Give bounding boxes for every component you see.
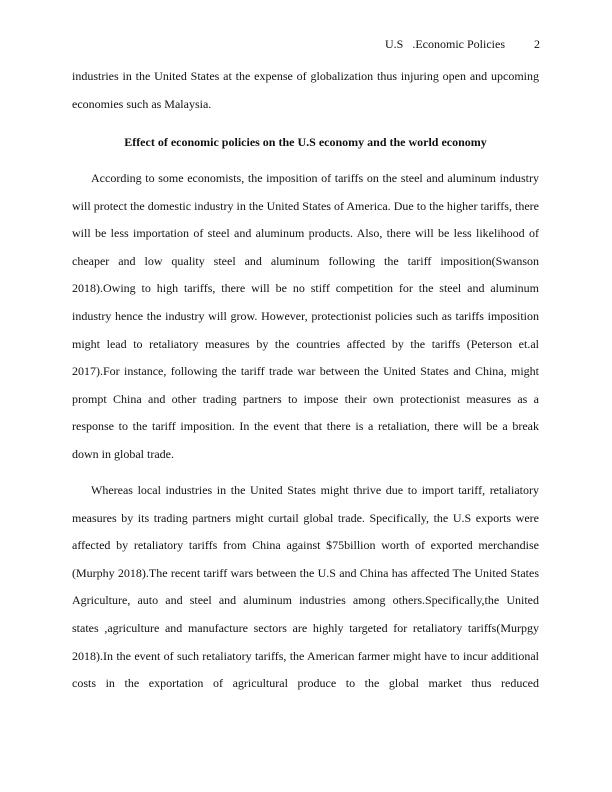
text-line: Whereas local industries in the United States might thrive due to import tariff, retaliatory [91, 483, 539, 497]
text-line: cheaper and low quality steel and aluminum following the tariff imposition(Swanson [72, 253, 539, 268]
text-line: might lead to retaliatory measures by the countries affected by the tariffs (Peterson et.al [72, 336, 539, 351]
text-line: 2018).In the event of such retaliatory tariffs, the American farmer might have to incur additional [72, 648, 539, 663]
text-line: industry hence the industry will grow. However, protectionist policies such as tariffs imposition [72, 309, 539, 323]
text-line: economies such as Malaysia. [72, 96, 212, 111]
text-line: affected by retaliatory tariffs from China against $75billion worth of exported merchandise [72, 538, 539, 553]
text-line: will protect the domestic industry in the United States of America. Due to the higher tariffs, there [72, 198, 539, 213]
section-heading: Effect of economic policies on the U.S economy and the world economy [124, 135, 487, 149]
text-line: Agriculture, auto and steel and aluminum industries among others.Specifically,the United [72, 593, 539, 608]
text-line: 2018).Owing to high tariffs, there will be no stiff competition for the steel and aluminum [72, 281, 539, 296]
text-line: industries in the United States at the expense of globalization thus injuring open and upcoming [72, 69, 539, 83]
running-head: U.S .Economic Policies [385, 37, 505, 51]
text-line: 2017).For instance, following the tariff trade war between the United States and China, might [72, 364, 539, 379]
text-line: down in global trade. [72, 447, 174, 461]
text-line: will be less importation of steel and aluminum products. Also, there will be less likelihood of [72, 226, 539, 241]
text-line: (Murphy 2018).The recent tariff wars between the U.S and China has affected The United States [72, 565, 539, 580]
text-line: states ,agriculture and manufacture sectors are highly targeted for retaliatory tariffs(Murpgy [72, 621, 539, 635]
text-line: prompt China and other trading partners to impose their own protectionist measures as a [72, 391, 539, 406]
text-line: response to the tariff imposition. In the event that there is a retaliation, there will be a break [72, 419, 539, 434]
text-line: measures by its trading partners might curtail global trade. Specifically, the U.S exports were [72, 510, 539, 525]
text-line: According to some economists, the imposition of tariffs on the steel and aluminum industry [91, 171, 539, 185]
text-line: costs in the exportation of agricultural produce to the global market thus reduced [72, 676, 539, 691]
page-number: 2 [534, 37, 540, 51]
